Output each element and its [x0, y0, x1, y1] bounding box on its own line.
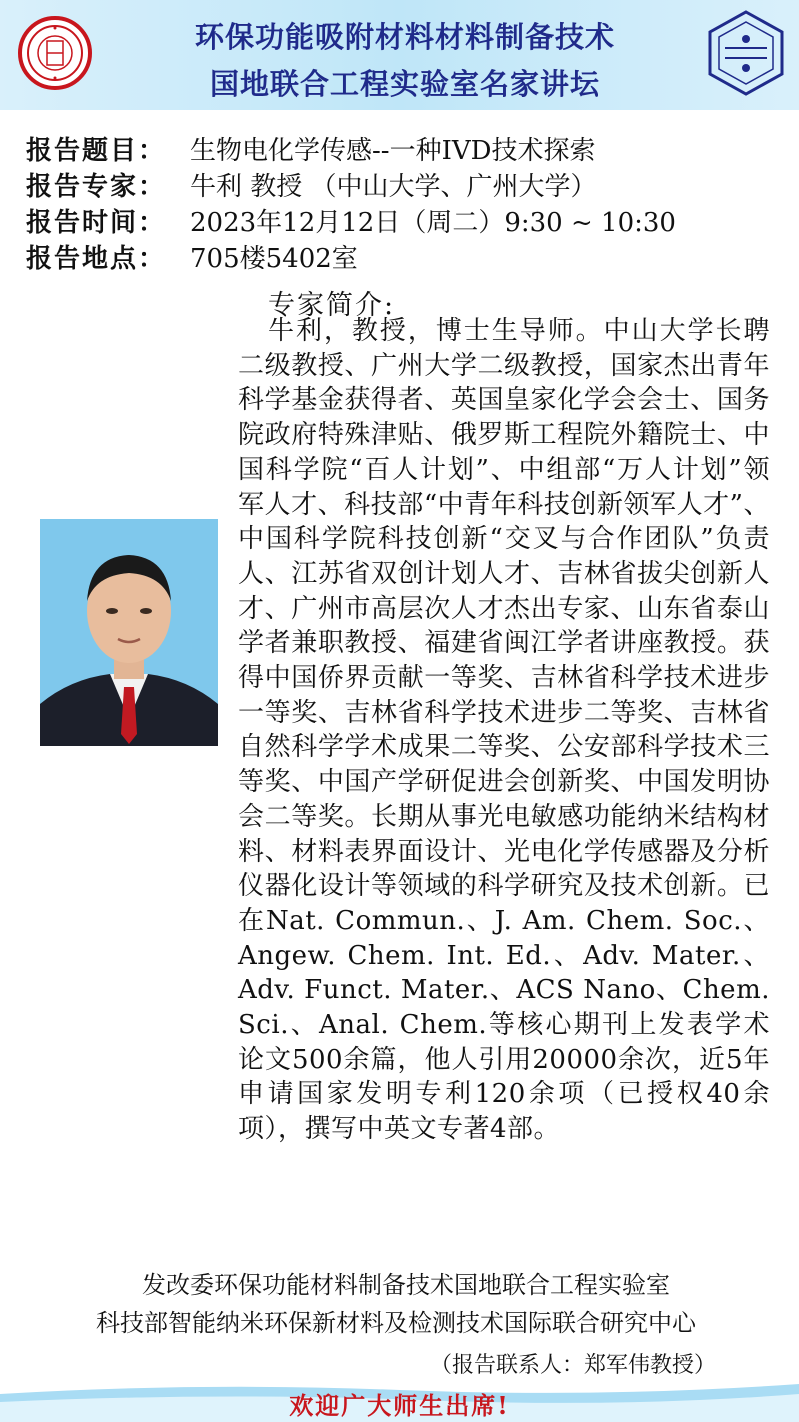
header-title-line2: 国地联合工程实验室名家讲坛 [209, 67, 600, 101]
topic-row [26, 130, 595, 167]
expert-label: 报告专家： [26, 172, 167, 202]
speaker-photo [40, 519, 218, 746]
time-label: 报告时间： [26, 208, 167, 238]
bio-body [238, 314, 770, 1147]
header-banner [0, 0, 799, 110]
organizer-line1: 发改委环保功能材料制备技术国地联合工程实验室 [142, 1271, 670, 1299]
time-value: 2023年12月12日（周二）9:30 ~ 10:30 [190, 208, 676, 238]
place-row [26, 238, 358, 275]
expert-row [26, 166, 597, 203]
header-title-line1: 环保功能吸附材料材料制备技术 [194, 20, 615, 54]
university-seal-icon [25, 23, 85, 83]
welcome-message: 欢迎广大师生出席! [289, 1391, 510, 1420]
laboratory-logo-icon [705, 8, 787, 98]
bio-text: 牛利，教授，博士生导师。中山大学长聘二级教授、广州大学二级教授，国家杰出青年科学基金获得者、英国皇家化学会会士、国务院政府特殊津贴、俄罗斯工程院外籍院士、中国科学院“百人计划”、中组部“万人计划”领军人才、科技部“中青年科技创新领军人才”、中国科学院科技创新“交叉与合作团队”负责人、江苏省双创计划人才、吉林省拔尖创新人才、广州市高层次人才杰出专家、山东省泰山学者兼职教授、福建省闽江学者讲座教授。获得中国侨界贡献一等奖、吉林省科学技术进步一等奖、吉林省科学技术进步二等奖、吉林省自然科学学术成果二等奖、公安部科学技术三等奖、中国产学研促进会创新奖、中国发明协会二等奖。长期从事光电敏感功能纳米结构材料、材料表界面设计、光电化学传感器及分析仪器化设计等领域的科学研究及技术创新。已在Nat. Commun.、J. Am. Chem. Soc.、Angew. Chem. Int. Ed.、Adv. Mater.、Adv. Funct. Mater.、ACS Nano、Chem. Sci.、Anal. Chem.等核心期刊上发表学术论文500余篇，他人引用20000余次，近5年申请国家发明专利120余项（已授权40余项），撰写中英文专著4部。 [238, 316, 770, 1145]
bio-title: 专家简介: [268, 290, 396, 321]
topic-label: 报告题目： [26, 136, 167, 166]
organizer-line2: 科技部智能纳米环保新材料及检测技术国际联合研究中心 [96, 1309, 696, 1337]
soochow-university-logo-icon [18, 16, 92, 90]
contact-person: （报告联系人：郑军伟教授） [430, 1353, 717, 1378]
expert-value: 牛利 教授 （中山大学、广州大学） [190, 172, 597, 202]
topic-value: 生物电化学传感--一种IVD技术探索 [190, 136, 596, 166]
time-row [26, 202, 676, 239]
place-label: 报告地点： [26, 244, 167, 274]
speaker-portrait-icon [40, 519, 218, 746]
place-value: 705楼5402室 [190, 244, 358, 274]
